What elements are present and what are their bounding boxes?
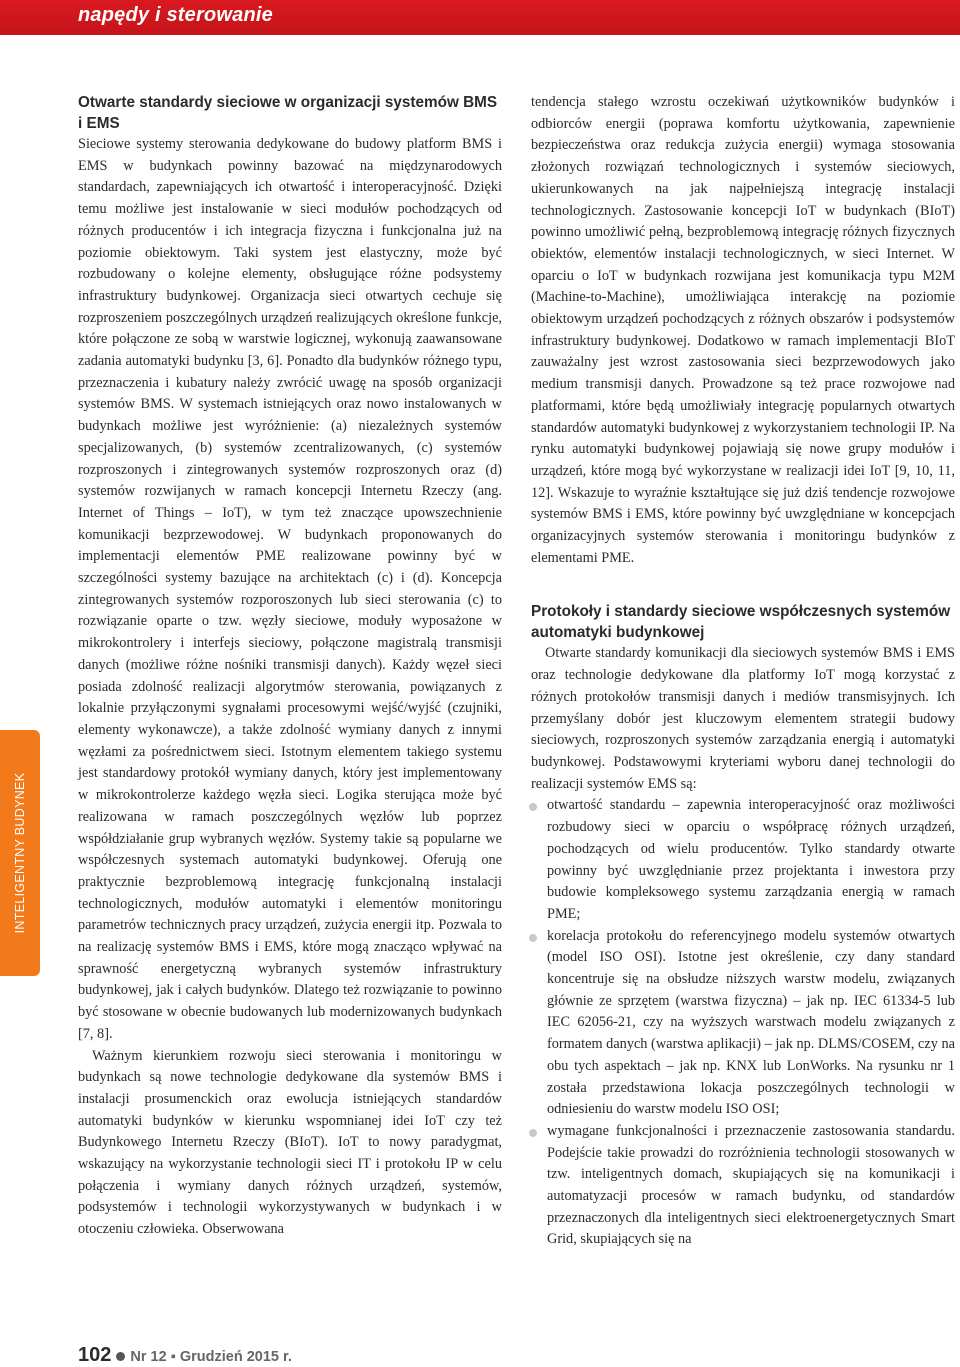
list-item: korelacja protokołu do referencyjnego modelu systemów otwartych (model ISO OSI). Istotne jest określenie, czy dany standard koncentruje się na obsłudze niższych warstw modelu, związanych głównie ze sprzętem (warstwa fizyczna) – jak np. IEC 61334-5 lub IEC 62056-21, czy na wyższych warstwach modelu związanych z formatem danych (warstwa aplikacji) – jak np. DLMS/COSEM, czy na obu tych aspektach – jak np. KNX lub LonWorks. Na rysunku nr 1 została przedstawiona lokacja poszczególnych technologii w odniesieniu do warstw modelu ISO OSI; (531, 926, 955, 1121)
body-paragraph: Ważnym kierunkiem rozwoju sieci sterowania i monitoringu w budynkach są nowe technologie dedykowane dla systemów BMS i instalacji prosumenckich oraz ewolucja istniejących standardów automatyki budynków w kierunku wspomnianej idei IoT czy też Budynkowego Internetu Rzeczy (BIoT). IoT to nowy paradygmat, wskazujący na wykorzystanie technologii sieci IT i protokołu IP w celu połączenia i wymiany danych różnych urządzeń, systemów, podsystemów i technologii wykorzystywanych w budynkach i w otoczeniu człowieka. Obserwowana (78, 1047, 502, 1238)
category-label: INTELIGENTNY BUDYNEK (13, 772, 27, 934)
left-column (78, 92, 502, 1241)
header-divider (0, 35, 960, 38)
list-item: wymagane funkcjonalności i przeznaczenie zastosowania standardu. Podejście takie prowadzi do rozróżnienia technologii stosowanych w tzw. inteligentnych domach, skupiających się na komunikacji i automatyzacji procesów w ramach budynku, od standardów przeznaczonych dla inteligentnych sieci elektroenergetycznych Smart Grid, skupiających się na (531, 1121, 955, 1251)
right-column (531, 92, 955, 1251)
criteria-list (531, 795, 955, 1251)
body-paragraph: Otwarte standardy komunikacji dla sieciowych systemów BMS i EMS oraz technologie dedykowane dla platformy IoT mogą korzystać z różnych protokołów transmisji danych i mediów transmisyjnych. Ich przemyślany dobór jest kluczowym elementem strategii budowy sieciowych, rozproszonych systemów zarządzania energią i automatyki budynkowej. Podstawowymi kryteriami wyboru danej technologii do realizacji systemów EMS są: (531, 645, 955, 792)
list-item: otwartość standardu – zapewnia interoperacyjność oraz możliwości rozbudowy sieci w oparciu o współpracę różnych urządzeń, pochodzących od wielu producentów. Tylko standardy otwarte powinny być uwzględnianie przez projektanta i inwestora przy budowie kompleksowego systemu zarządzania energią w ramach PME; (531, 795, 955, 925)
bullet-dot-icon (116, 1352, 125, 1361)
body-paragraph: Sieciowe systemy sterowania dedykowane do budowy platform BMS i EMS w budynkach powinny bazować na międzynarodowych standardach, zapewniających ich otwartość i interoperacyjność. Dzięki temu możliwe jest instalowanie w sieci modułów pochodzących od różnych producentów i ich integracja fizyczna i funkcjonalna już na poziomie obiektowym. Taki system jest elastyczny, może być rozbudowany o kolejne elementy, obsługujące różne podsystemy infrastruktury budynkowej. Organizacja sieci otwartych cechuje się rozproszeniem poszczególnych urządzeń realizujących określone funkcje, które połączone ze sobą w warstwie logicznej, wykonują zaawansowane zadania automatyki budynku [3, 6]. Ponadto dla budynków różnego typu, przeznaczenia i kubatury należy zwrócić uwagę na sposób organizacji systemów BMS. W systemach istniejących oraz nowo instalowanych w budynkach możliwe jest wyróżnienie: (a) niezależnych systemów specjalizowanych, (b) systemów zcentralizowanych, (c) systemów rozproszonych i zintegrowanych systemów rozproszonych oraz (d) systemów rozwijanych w ramach koncepcji Internetu Rzeczy (ang. Internet of Things – IoT), w tym też znaczące upowszechnienie komunikacji bezprzewodowej. W budynkach proponowanych do implementacji elementów PME realizowane powinny być w szczególności systemy bazujące na architektach (c) i (d). Koncepcja zintegrowanych systemów rozporoszonych lub sieci sterowania (c) to rozwiązanie oparte o tzw. węzły sieciowe, moduły wyposażone w mikrokontrolery i interfejs sieciowy, połączone magistralą transmisji danych (możliwe różne nośniki transmisji danych). Każdy węzeł sieci posiada zdolność realizacji algorytmów sterowania, powiązanych z lokalnie przyłączonymi sygnałami procesowymi wejść/wyjść (czujniki, elementy wykonawcze), a także zdolność wymiany danych z innymi węzłami za pośrednictwem sieci. Istotnym elementem takiego systemu jest standardowy protokół wymiany danych, który jest implementowany w mikrokontrolerze każdego węzła sieci. Logika sterująca może być realizowana w ramach poszczególnych węzłów lub poprzez współdziałanie grup wybranych węzłów. Systemy takie są popularne we współczesnych systemach automatyki budynkowej. Oferują one praktycznie bezproblemową integrację funkcjonalną instalacji technologicznych, modułów automatyki i elementów monitoringu parametrów technicznych pracy urządzeń, zużycia energii itp. Pozwala to na realizację systemów BMS i EMS, które mogą znacząco wpływać na sprawność energetyczną wybranych systemów infrastruktury budynkowej, jak i całych budynków. Dlatego też rozwiązanie to powinno być stosowane w obecnie budowanych lub modernizowanych budynkach [7, 8]. (78, 136, 502, 1042)
section-title: napędy i sterowanie (78, 4, 273, 26)
issue-info: Nr 12 ▪ Grudzień 2015 r. (130, 1349, 292, 1365)
section-header-bar (0, 0, 960, 35)
article-subheading: Protokoły i standardy sieciowe współczesnych systemów automatyki budynkowej (531, 603, 951, 642)
category-side-tab (0, 730, 40, 976)
page-footer (78, 1344, 292, 1367)
body-paragraph: tendencja stałego wzrostu oczekiwań użytkowników budynków i odbiorców energii (poprawa komfortu użytkowania, zapewnienie bezpieczeństwa oraz redukcja zużycia energii) wymaga stosowania złożonych rozwiązań technologicznych i systemów sieciowych, ukierunkowanych na jak najpełniejszą integrację instalacji technologicznych. Zastosowanie koncepcji IoT w budynkach (BIoT) powinno umożliwić pełną, bezproblemową integrację różnych fizycznych obiektów, elementów instalacji technologicznych, w sieci Internet. W oparciu o IoT w budynkach rozwijana jest komunikacja typu M2M (Machine-to-Machine), umożliwiająca interakcję na poziomie obiektowym urządzeń pochodzących z różnych obszarów i podsystemów infrastruktury budynkowej. Dodatkowo w ramach implementacji BIoT zauważalny jest wzrost zastosowania sieci bezprzewodowych jako medium transmisji danych. Prowadzone są też prace rozwojowe nad platformami, które będą umożliwiały integrację popularnych otwartych standardów automatyki budynkowej z wykorzystaniem technologii IP. Na rynku automatyki budynkowej pojawiają się nowe grupy modułów i urządzeń, które mogą być wykorzystane w realizacji idei IoT [9, 10, 11, 12]. Wskazuje to wyraźnie kształtujące się już dziś tendencje rozwojowe systemów BMS i EMS, które powinny być uwzględniane w koncepcjach organizacyjnych systemów sterowania i monitoringu budynków z elementami PME. (531, 94, 955, 566)
page-number: 102 (78, 1344, 112, 1366)
article-subheading: Otwarte standardy sieciowe w organizacji systemów BMS i EMS (78, 94, 498, 132)
